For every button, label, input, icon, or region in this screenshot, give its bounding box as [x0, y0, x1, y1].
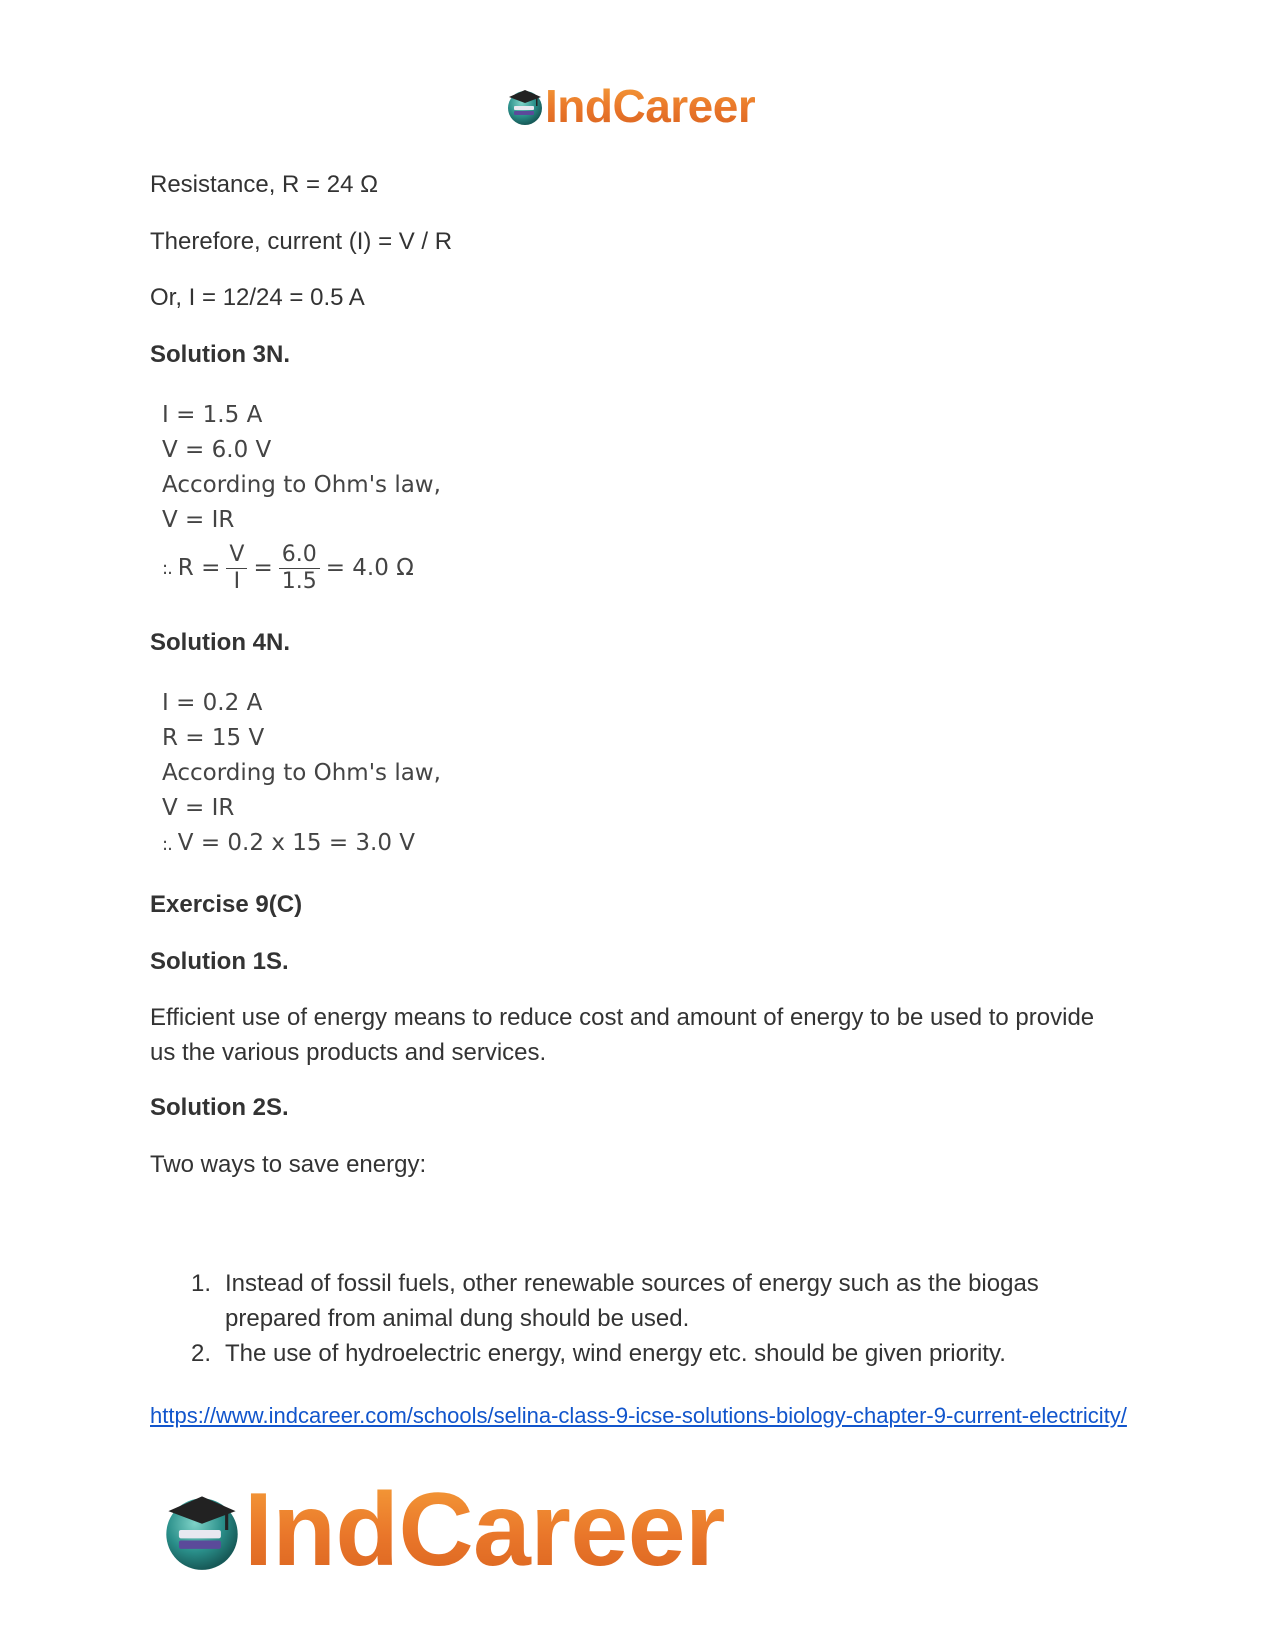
fraction-values	[279, 542, 320, 595]
resistance-line: Resistance, R = 24 Ω	[150, 171, 379, 198]
solution-1s-heading: Solution 1S.	[150, 948, 289, 975]
brand-logo-text: IndCareer	[545, 80, 756, 132]
math-line: I = 1.5 A	[162, 402, 263, 428]
list-item-number: 2.	[190, 1340, 211, 1367]
formula-lhs: R =	[177, 555, 221, 581]
list-item-text: Instead of fossil fuels, other renewable sources of energy such as the biogas prepared from animal dung should be used.	[225, 1270, 1039, 1332]
math-line: V = 6.0 V	[162, 437, 272, 463]
math-line: V = IR	[162, 507, 235, 533]
brand-logo-top	[505, 78, 755, 134]
list-item-text: The use of hydroelectric energy, wind energy etc. should be given priority.	[225, 1340, 1006, 1367]
math-line: R = 15 V	[162, 725, 265, 751]
list-item	[150, 1266, 1130, 1336]
brand-logo-bottom	[160, 1470, 725, 1590]
energy-saving-list	[150, 1266, 1130, 1371]
list-item-number: 1.	[190, 1270, 211, 1297]
voltage-formula	[162, 826, 441, 861]
fraction-denominator: I	[233, 568, 241, 594]
list-item	[150, 1336, 1130, 1371]
fraction-numerator: 6.0	[279, 542, 320, 569]
therefore-symbol: :.	[162, 834, 172, 855]
solution-3n-math	[162, 398, 441, 598]
graduation-cap-globe-icon	[505, 86, 545, 126]
current-result-line: Or, I = 12/24 = 0.5 A	[150, 284, 365, 311]
current-formula-line: Therefore, current (I) = V / R	[150, 228, 453, 255]
math-line: According to Ohm's law,	[162, 472, 441, 498]
resistance-formula	[162, 538, 441, 598]
fraction-v-over-i	[226, 542, 247, 595]
solution-1s-text: Efficient use of energy means to reduce cost and amount of energy to be used to provide us the various products and services.	[150, 1004, 1095, 1066]
formula-text: V = 0.2 x 15 = 3.0 V	[177, 830, 416, 856]
exercise-heading: Exercise 9(C)	[150, 891, 303, 918]
fraction-numerator: V	[226, 542, 247, 569]
math-line: According to Ohm's law,	[162, 760, 441, 786]
solution-2s-heading: Solution 2S.	[150, 1094, 289, 1121]
source-link[interactable]: https://www.indcareer.com/schools/selina-class-9-icse-solutions-biology-chapter-9-current-electricity/	[150, 1403, 1127, 1428]
solution-2s-intro: Two ways to save energy:	[150, 1151, 427, 1178]
equals-sign: =	[253, 555, 273, 581]
math-line: V = IR	[162, 795, 235, 821]
therefore-symbol: :.	[162, 557, 172, 579]
brand-logo-text: IndCareer	[244, 1472, 726, 1588]
graduation-cap-globe-icon	[160, 1488, 244, 1572]
math-line: I = 0.2 A	[162, 690, 263, 716]
formula-result: = 4.0 Ω	[325, 555, 414, 581]
solution-4n-math	[162, 686, 441, 861]
solution-4n-heading: Solution 4N.	[150, 629, 290, 656]
solution-3n-heading: Solution 3N.	[150, 341, 290, 368]
fraction-denominator: 1.5	[281, 568, 317, 594]
